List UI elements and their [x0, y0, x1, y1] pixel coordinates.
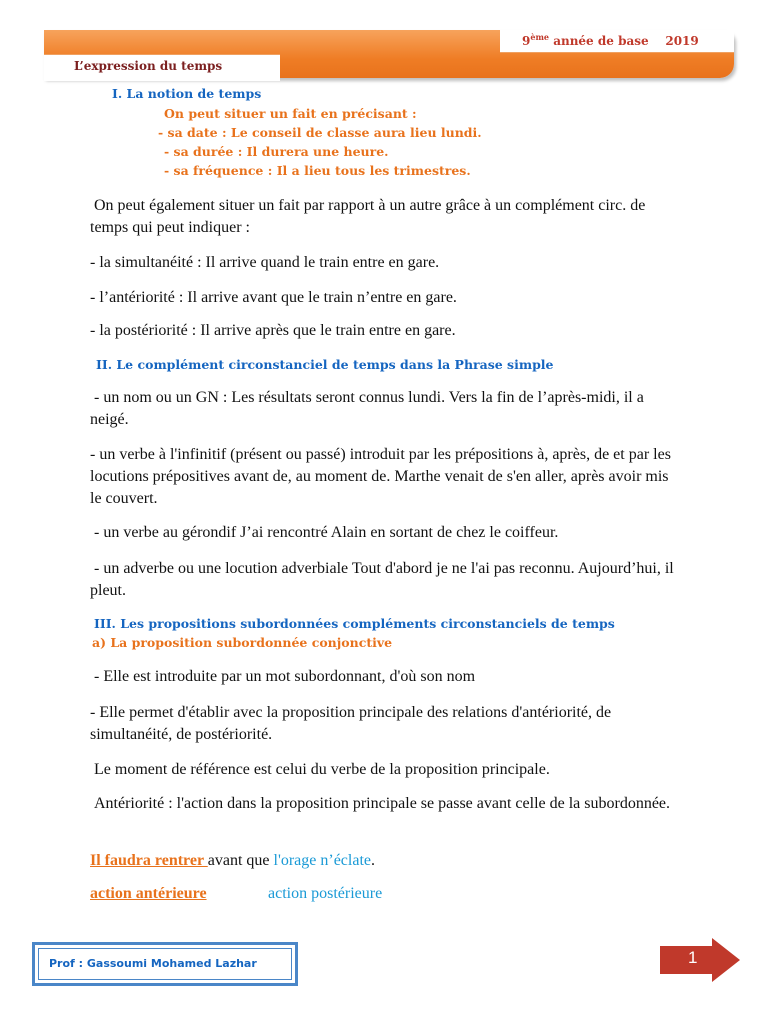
label-action-posterieure: action postérieure: [268, 885, 383, 902]
author-box: [32, 942, 298, 986]
section-1-item-frequence: - sa fréquence : Il a lieu tous les trimestres.: [164, 163, 471, 178]
year-label: 2019: [665, 34, 699, 48]
section-3-subheading: a) La proposition subordonnée conjonctive: [92, 635, 393, 650]
example-main-clause: Il faudra rentrer: [90, 852, 208, 869]
grade-label: 9ème année de base 2019: [522, 32, 699, 48]
page-number: 1: [688, 948, 698, 967]
section-1-item-date: - sa date : Le conseil de classe aura lieu lundi.: [158, 125, 482, 140]
example-subordinate: l'orage n’éclate: [273, 852, 371, 869]
relation-anteriorite: - l’antériorité : Il arrive avant que le train n’entre en gare.: [90, 289, 457, 306]
section-3-heading: III. Les propositions subordonnées compléments circonstanciels de temps: [94, 616, 615, 631]
section-2-item-adverbe: - un adverbe ou une locution adverbiale Tout d'abord je ne l'ai pas reconnu. Aujourd’hui, il pleut.: [90, 560, 674, 599]
section-2-item-infinitif: - un verbe à l'infinitif (présent ou passé) introduit par les prépositions à, après, de et par les locutions prépositives avant de, au moment de. Marthe venait de s'en aller, après avoir mis le couvert.: [90, 446, 671, 507]
section-1-item-duree: - sa durée : Il durera une heure.: [164, 144, 389, 159]
section-2-item-nom: - un nom ou un GN : Les résultats seront connus lundi. Vers la fin de l’après-midi, il a neigé.: [90, 389, 644, 428]
page-arrow-icon: [660, 938, 740, 982]
section-3-item-introduite: - Elle est introduite par un mot subordonnant, d'où son nom: [94, 668, 476, 685]
example-connector: avant que: [207, 852, 274, 869]
section-3-item-anteriorite: Antériorité : l'action dans la proposition principale se passe avant celle de la subordonnée.: [94, 795, 671, 812]
section-1-heading: I. La notion de temps: [112, 86, 262, 101]
relation-simultaneite: - la simultanéité : Il arrive quand le train entre en gare.: [90, 254, 440, 271]
section-2-heading: II. Le complément circonstanciel de temps dans la Phrase simple: [96, 357, 554, 372]
header-banner: [44, 30, 734, 80]
section-2-item-gerondif: - un verbe au gérondif J’ai rencontré Alain en sortant de chez le coiffeur.: [94, 524, 559, 541]
section-1-intro: On peut situer un fait en précisant :: [164, 106, 417, 121]
label-action-anterieure: action antérieure: [90, 885, 207, 902]
section-3-item-reference: Le moment de référence est celui du verbe de la proposition principale.: [94, 761, 550, 778]
example-period: .: [371, 852, 375, 869]
author-name: Prof : Gassoumi Mohamed Lazhar: [49, 957, 257, 970]
section-3-item-relations: - Elle permet d'établir avec la proposition principale des relations d'antériorité, de simultanéité, de postériorité.: [90, 704, 612, 743]
example-sentence: [90, 850, 375, 872]
relation-posteriorite: - la postériorité : Il arrive après que le train entre en gare.: [90, 322, 456, 339]
document-title: L’expression du temps: [74, 59, 223, 73]
section-1-paragraph: On peut également situer un fait par rapport à un autre grâce à un complément circ. de temps qui peut indiquer :: [90, 197, 646, 236]
